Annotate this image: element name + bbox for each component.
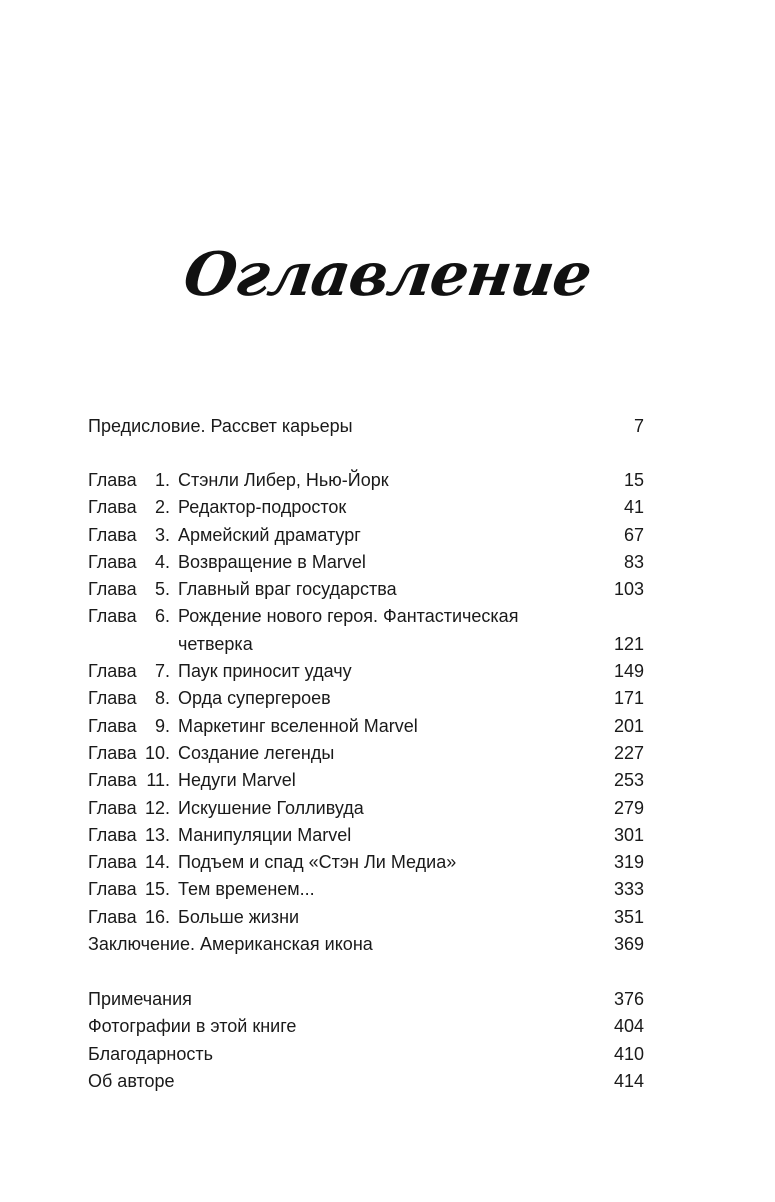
chapter-prefix: Глава — [88, 906, 137, 927]
toc-row-chapter-15 — [88, 876, 644, 903]
toc-entry-label: Заключение. Американская икона — [88, 934, 373, 955]
chapter-number: 15. — [144, 879, 170, 900]
toc-page-number: 103 — [613, 579, 644, 600]
toc-row-chapter-10 — [88, 740, 644, 767]
toc-row-notes — [88, 986, 644, 1013]
chapter-title: Редактор-подросток — [178, 497, 347, 518]
chapter-number: 14. — [144, 852, 170, 873]
toc-page-number: 67 — [623, 524, 644, 545]
toc-entry-label: Предисловие. Рассвет карьеры — [88, 416, 353, 436]
chapter-number: 11. — [146, 770, 170, 791]
toc-page-number: 333 — [613, 879, 644, 900]
chapter-title: Армейский драматург — [178, 524, 361, 545]
chapter-prefix: Глава — [88, 770, 137, 791]
chapter-prefix: Глава — [88, 879, 137, 900]
toc-row-chapter-2 — [88, 494, 644, 521]
toc-preface — [88, 413, 644, 440]
chapter-title: Маркетинг вселенной Marvel — [178, 715, 418, 736]
chapter-title: Возвращение в Marvel — [178, 551, 366, 572]
toc-page-number: 319 — [613, 852, 644, 873]
toc-row-photos — [88, 1013, 644, 1040]
toc-chapters — [88, 467, 644, 958]
chapter-number: 5. — [154, 579, 170, 600]
chapter-title-line: Рождение нового героя. Фантастическая — [178, 606, 519, 627]
toc-row-chapter-13 — [88, 822, 644, 849]
chapter-number: 4. — [154, 551, 170, 572]
toc-page-number: 301 — [613, 824, 644, 845]
chapter-prefix: Глава — [88, 661, 137, 682]
toc-row-chapter-12 — [88, 795, 644, 822]
chapter-number: 8. — [154, 688, 170, 709]
toc-row-chapter-8 — [88, 685, 644, 712]
toc-page-number: 41 — [623, 497, 644, 518]
chapter-prefix: Глава — [88, 824, 137, 845]
toc-row-chapter-5 — [88, 576, 644, 603]
toc-entry-label: Благодарность — [88, 1043, 214, 1064]
toc-page-number: 410 — [613, 1043, 644, 1064]
chapter-title: Паук приносит удачу — [178, 661, 352, 682]
toc-row-chapter-4 — [88, 549, 644, 576]
chapter-number: 7. — [154, 661, 170, 682]
chapter-prefix: Глава — [88, 470, 137, 490]
chapter-title: Главный враг государства — [178, 579, 397, 600]
toc-page-number: 376 — [613, 989, 644, 1009]
chapter-number: 2. — [154, 497, 170, 518]
chapter-prefix: Глава — [88, 715, 137, 736]
toc-entry-label: Об авторе — [88, 1070, 175, 1091]
chapter-number: 16. — [144, 906, 170, 927]
chapter-prefix: Глава — [88, 551, 137, 572]
chapter-prefix: Глава — [88, 606, 137, 627]
chapter-prefix: Глава — [88, 688, 137, 709]
toc-row-chapter-7 — [88, 658, 644, 685]
toc-page-number: 227 — [613, 742, 644, 763]
chapter-number: 9. — [154, 715, 170, 736]
chapter-title: Искушение Голливуда — [178, 797, 364, 818]
chapter-number: 12. — [144, 797, 170, 818]
toc-page-number: 351 — [613, 906, 644, 927]
toc-page-number: 121 — [613, 633, 644, 654]
toc-page-number: 7 — [633, 416, 644, 436]
chapter-prefix: Глава — [88, 852, 137, 873]
chapter-number: 6. — [154, 606, 170, 627]
chapter-title: Орда супергероев — [178, 688, 331, 709]
chapter-prefix: Глава — [88, 497, 137, 518]
toc-row-chapter-11 — [88, 767, 644, 794]
chapter-prefix: Глава — [88, 742, 137, 763]
toc-row-chapter-3 — [88, 522, 644, 549]
toc-page-number: 83 — [623, 551, 644, 572]
toc-page-number: 201 — [613, 715, 644, 736]
chapter-title: Недуги Marvel — [178, 770, 296, 791]
page-title: Оглавление — [179, 240, 596, 310]
toc-row-chapter-14 — [88, 849, 644, 876]
chapter-number: 1. — [154, 470, 170, 490]
toc-entry-label: Фотографии в этой книге — [88, 1016, 297, 1037]
toc-row-chapter-9 — [88, 713, 644, 740]
toc-page-number: 369 — [613, 934, 644, 955]
toc-page-number: 279 — [613, 797, 644, 818]
toc-entry-label: Примечания — [88, 989, 192, 1009]
toc-page-number: 171 — [613, 688, 644, 709]
toc-back-matter — [88, 986, 644, 1095]
toc-row-preface — [88, 413, 644, 440]
toc-page-number: 253 — [613, 770, 644, 791]
chapter-number: 13. — [144, 824, 170, 845]
toc-row-chapter-16 — [88, 904, 644, 931]
toc-page-number: 404 — [613, 1016, 644, 1037]
toc-row-acknowledgements — [88, 1041, 644, 1068]
toc-row-conclusion — [88, 931, 644, 958]
chapter-number: 3. — [154, 524, 170, 545]
chapter-title: Манипуляции Marvel — [178, 824, 352, 845]
chapter-title-continuation: четверка — [178, 633, 253, 654]
chapter-prefix: Глава — [88, 797, 137, 818]
toc-page-number: 414 — [613, 1070, 644, 1091]
chapter-number: 10. — [144, 742, 170, 763]
toc-row-chapter-1 — [88, 467, 644, 494]
chapter-prefix: Глава — [88, 579, 137, 600]
chapter-title: Стэнли Либер, Нью-Йорк — [178, 470, 389, 490]
toc-row-chapter-6 — [88, 603, 644, 658]
chapter-title: Подъем и спад «Стэн Ли Медиа» — [178, 852, 457, 873]
chapter-title: Тем временем... — [178, 879, 315, 900]
chapter-title — [178, 603, 538, 658]
chapter-title: Создание легенды — [178, 742, 335, 763]
chapter-prefix: Глава — [88, 524, 137, 545]
chapter-title: Больше жизни — [178, 906, 300, 927]
toc-page-number: 15 — [623, 470, 644, 490]
toc-row-about-author — [88, 1068, 644, 1095]
toc-page-number: 149 — [613, 661, 644, 682]
